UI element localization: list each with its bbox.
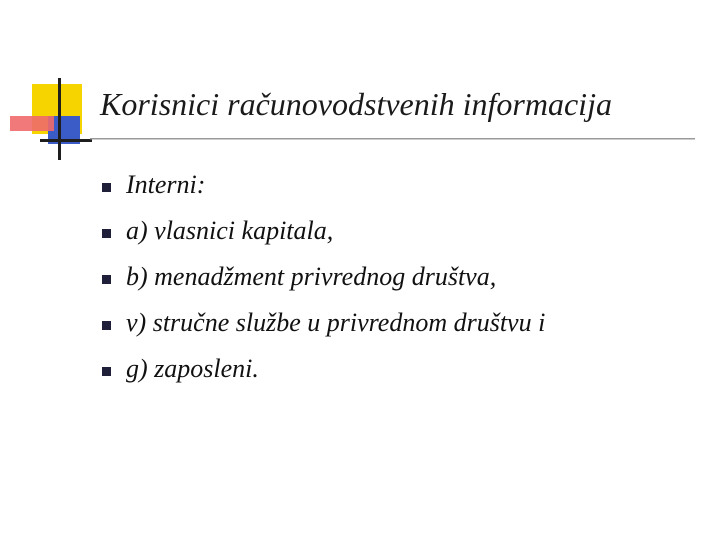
list-item: [102, 346, 545, 392]
list-item: [102, 300, 545, 346]
bullet-text: a) vlasnici kapitala,: [126, 216, 334, 245]
list-item: [102, 254, 545, 300]
title-rule: [90, 138, 695, 140]
bullet-text: g) zaposleni.: [126, 354, 259, 383]
bullet-list: [102, 162, 545, 392]
list-item: [102, 162, 545, 208]
bullet-square-icon: [102, 229, 111, 238]
bullet-text: Interni:: [126, 170, 206, 199]
decor-vertical-line: [58, 78, 61, 160]
bullet-square-icon: [102, 275, 111, 284]
decor-red-bar: [10, 116, 54, 131]
slide-title: Korisnici računovodstvenih informacija: [100, 86, 612, 122]
bullet-text: b) menadžment privrednog društva,: [126, 262, 497, 291]
bullet-text: v) stručne službe u privrednom društvu i: [126, 308, 546, 337]
bullet-square-icon: [102, 321, 111, 330]
bullet-square-icon: [102, 367, 111, 376]
list-item: [102, 208, 545, 254]
decor-horizontal-line: [40, 139, 92, 142]
bullet-square-icon: [102, 183, 111, 192]
